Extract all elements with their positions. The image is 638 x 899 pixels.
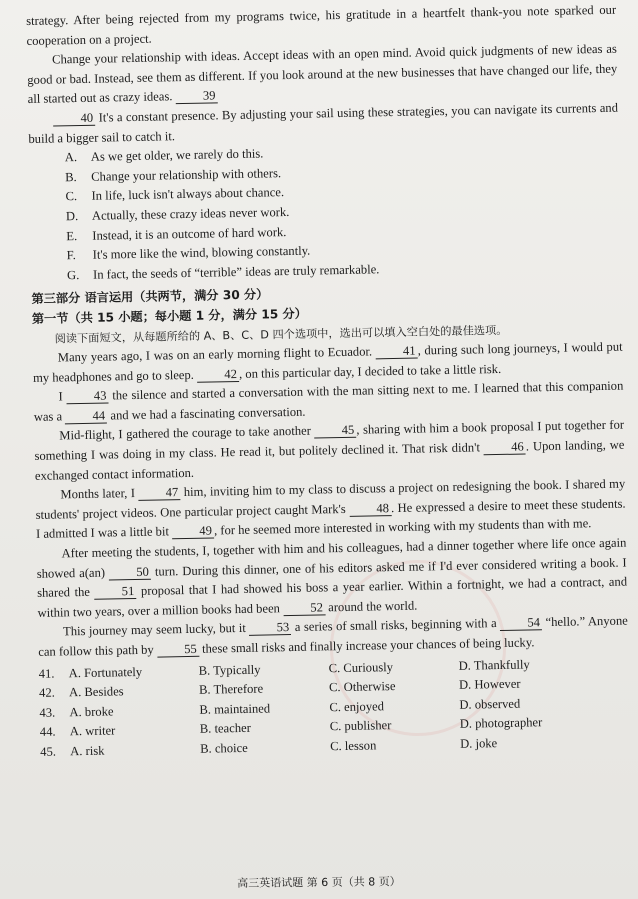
option-d: D. photographer bbox=[459, 715, 543, 732]
cloze-text: . Upon landing, we exchanged contact information. bbox=[34, 437, 625, 483]
blank-40: 40 bbox=[53, 111, 95, 127]
option-b: B. teacher bbox=[199, 721, 251, 737]
option-b: B. Typically bbox=[198, 662, 261, 678]
option-text: In life, luck isn't always about chance. bbox=[91, 185, 285, 204]
option-text: In fact, the seeds of “terrible” ideas are truly remarkable. bbox=[92, 261, 380, 282]
cloze-text: , on this particular day, I decided to take a little risk. bbox=[238, 361, 502, 381]
cloze-text: , during such long journeys, I would put my headphones and go to sleep. bbox=[32, 339, 623, 385]
cloze-text: This journey may seem lucky, but it bbox=[62, 621, 246, 639]
blank-54: 54 bbox=[500, 616, 542, 632]
cloze-text: proposal that I had showed his boss a year earlier. Within a fortnight, we had a contract, and within two years, over a million books had been bbox=[37, 574, 628, 620]
page-content bbox=[26, 1, 630, 763]
question-number: 43. bbox=[39, 705, 56, 720]
cloze-text: After meeting the students, I, together with him and his colleagues, had a dinner together where life once again showed a(an) bbox=[36, 535, 627, 581]
cloze-text: “hello.” Anyone can follow this path by bbox=[38, 613, 628, 659]
cloze-text: , sharing with him a book proposal I put together for something I was doing in my class. He read it, but politely declined it. That risk didn't bbox=[34, 418, 625, 463]
option-b: B. Therefore bbox=[198, 681, 264, 697]
cloze-paragraph-5 bbox=[36, 534, 627, 624]
blank-44: 44 bbox=[65, 408, 107, 424]
section-one-title: 第一节（共 15 小题；每小题 1 分，满分 15 分） bbox=[31, 306, 308, 326]
blank-48: 48 bbox=[349, 501, 391, 517]
blank-55: 55 bbox=[157, 642, 199, 658]
option-d: D. However bbox=[458, 676, 521, 692]
blank-51: 51 bbox=[94, 584, 136, 600]
option-b: B. maintained bbox=[199, 701, 271, 717]
option-d: D. observed bbox=[459, 696, 521, 712]
option-c: C. enjoyed bbox=[329, 699, 385, 715]
option-c: C. publisher bbox=[329, 718, 392, 734]
question-number: 45. bbox=[40, 744, 57, 759]
blank-50: 50 bbox=[109, 564, 151, 580]
option-b: B. choice bbox=[200, 740, 248, 756]
option-c: C. lesson bbox=[330, 738, 377, 754]
option-key: D. bbox=[65, 208, 79, 224]
cloze-text: and we had a fascinating conversation. bbox=[110, 404, 306, 423]
option-key: A. bbox=[64, 150, 78, 165]
cloze-text: Mid-flight, I gathered the courage to take another bbox=[59, 424, 311, 443]
seven-choose-five-options bbox=[65, 138, 622, 286]
option-key: E. bbox=[66, 228, 78, 243]
paragraph-text: Change your relationship with ideas. Accept ideas with an open mind. Avoid quick judgments of new ideas as good or bad. Instead, see them as different. If you look around at the new businesses that have changed our life, they all started out as crazy ideas. bbox=[27, 41, 618, 107]
cloze-question-options bbox=[39, 653, 631, 762]
option-text: As we get older, we rarely do this. bbox=[90, 146, 264, 164]
blank-41: 41 bbox=[376, 344, 418, 360]
blank-42: 42 bbox=[197, 367, 239, 383]
option-d: D. joke bbox=[459, 736, 498, 751]
section-instruction: 阅读下面短文，从每题所给的 A、B、C、D 四个选项中，选出可以填入空白处的最佳选项。 bbox=[54, 323, 508, 346]
page-footer: 高三英语试题 第 6 页（共 8 页） bbox=[237, 875, 401, 890]
option-d: D. Thankfully bbox=[458, 657, 530, 673]
cloze-text: turn. During this dinner, one of his editors asked me if I'd ever considered writing a book. I shared the bbox=[37, 555, 627, 601]
blank-45: 45 bbox=[314, 423, 356, 439]
cloze-text: a series of small risks, beginning with a bbox=[294, 616, 497, 635]
cloze-text: Many years ago, I was on an early morning flight to Ecuador. bbox=[57, 344, 373, 365]
cloze-text: I bbox=[58, 389, 63, 404]
cloze-text: him, inviting him to my class to discuss a project on redesigning the book. I shared my students' project videos. One particular project caught Mark's bbox=[35, 476, 626, 522]
option-a: A. Besides bbox=[68, 684, 124, 700]
option-text: Actually, these crazy ideas never work. bbox=[91, 204, 290, 223]
blank-46: 46 bbox=[484, 440, 526, 456]
option-a: A. writer bbox=[69, 723, 116, 739]
blank-43: 43 bbox=[66, 389, 108, 405]
question-number: 41. bbox=[38, 666, 55, 681]
cloze-text: around the world. bbox=[328, 598, 418, 615]
option-a: A. Fortunately bbox=[68, 664, 143, 680]
blank-39: 39 bbox=[175, 89, 217, 105]
option-c: C. Otherwise bbox=[328, 679, 396, 695]
blank-52: 52 bbox=[283, 600, 325, 616]
question-number: 44. bbox=[39, 724, 56, 740]
question-number: 42. bbox=[38, 685, 55, 701]
option-key: G. bbox=[66, 267, 80, 282]
cloze-text: these small risks and finally increase your chances of being lucky. bbox=[201, 635, 535, 656]
option-key: F. bbox=[66, 248, 76, 263]
option-a: A. broke bbox=[69, 704, 114, 720]
paragraph-text: It's a constant presence. By adjusting your sail using these strategies, you can navigate its currents and build a bigger sail to catch it. bbox=[28, 100, 619, 146]
cloze-text: . He expressed a desire to meet these students. I admitted I was a little bit bbox=[35, 496, 626, 542]
cloze-text: Months later, I bbox=[60, 486, 136, 502]
option-text: It's more like the wind, blowing constantly. bbox=[92, 243, 311, 262]
option-text: Instead, it is an outcome of hard work. bbox=[92, 224, 287, 243]
option-c: C. Curiously bbox=[328, 659, 394, 675]
cloze-text: the silence and started a conversation with the man sitting next to me. I learned that this companion was a bbox=[33, 378, 624, 424]
passage-paragraph-1: strategy. After being rejected from my programs twice, his gratitude in a heartfelt thank-you note sparked our cooperation on a project. bbox=[26, 2, 617, 48]
cloze-text: , for he seemed more interested in working with my students than with me. bbox=[213, 516, 592, 538]
option-key: B. bbox=[65, 169, 77, 185]
option-key: C. bbox=[65, 189, 78, 204]
blank-53: 53 bbox=[249, 620, 291, 636]
blank-49: 49 bbox=[172, 524, 214, 540]
option-text: Change your relationship with others. bbox=[91, 165, 282, 184]
blank-47: 47 bbox=[138, 485, 180, 501]
part-three-title: 第三部分 语言运用（共两节，满分 30 分） bbox=[31, 287, 269, 307]
option-a: A. risk bbox=[70, 743, 105, 759]
